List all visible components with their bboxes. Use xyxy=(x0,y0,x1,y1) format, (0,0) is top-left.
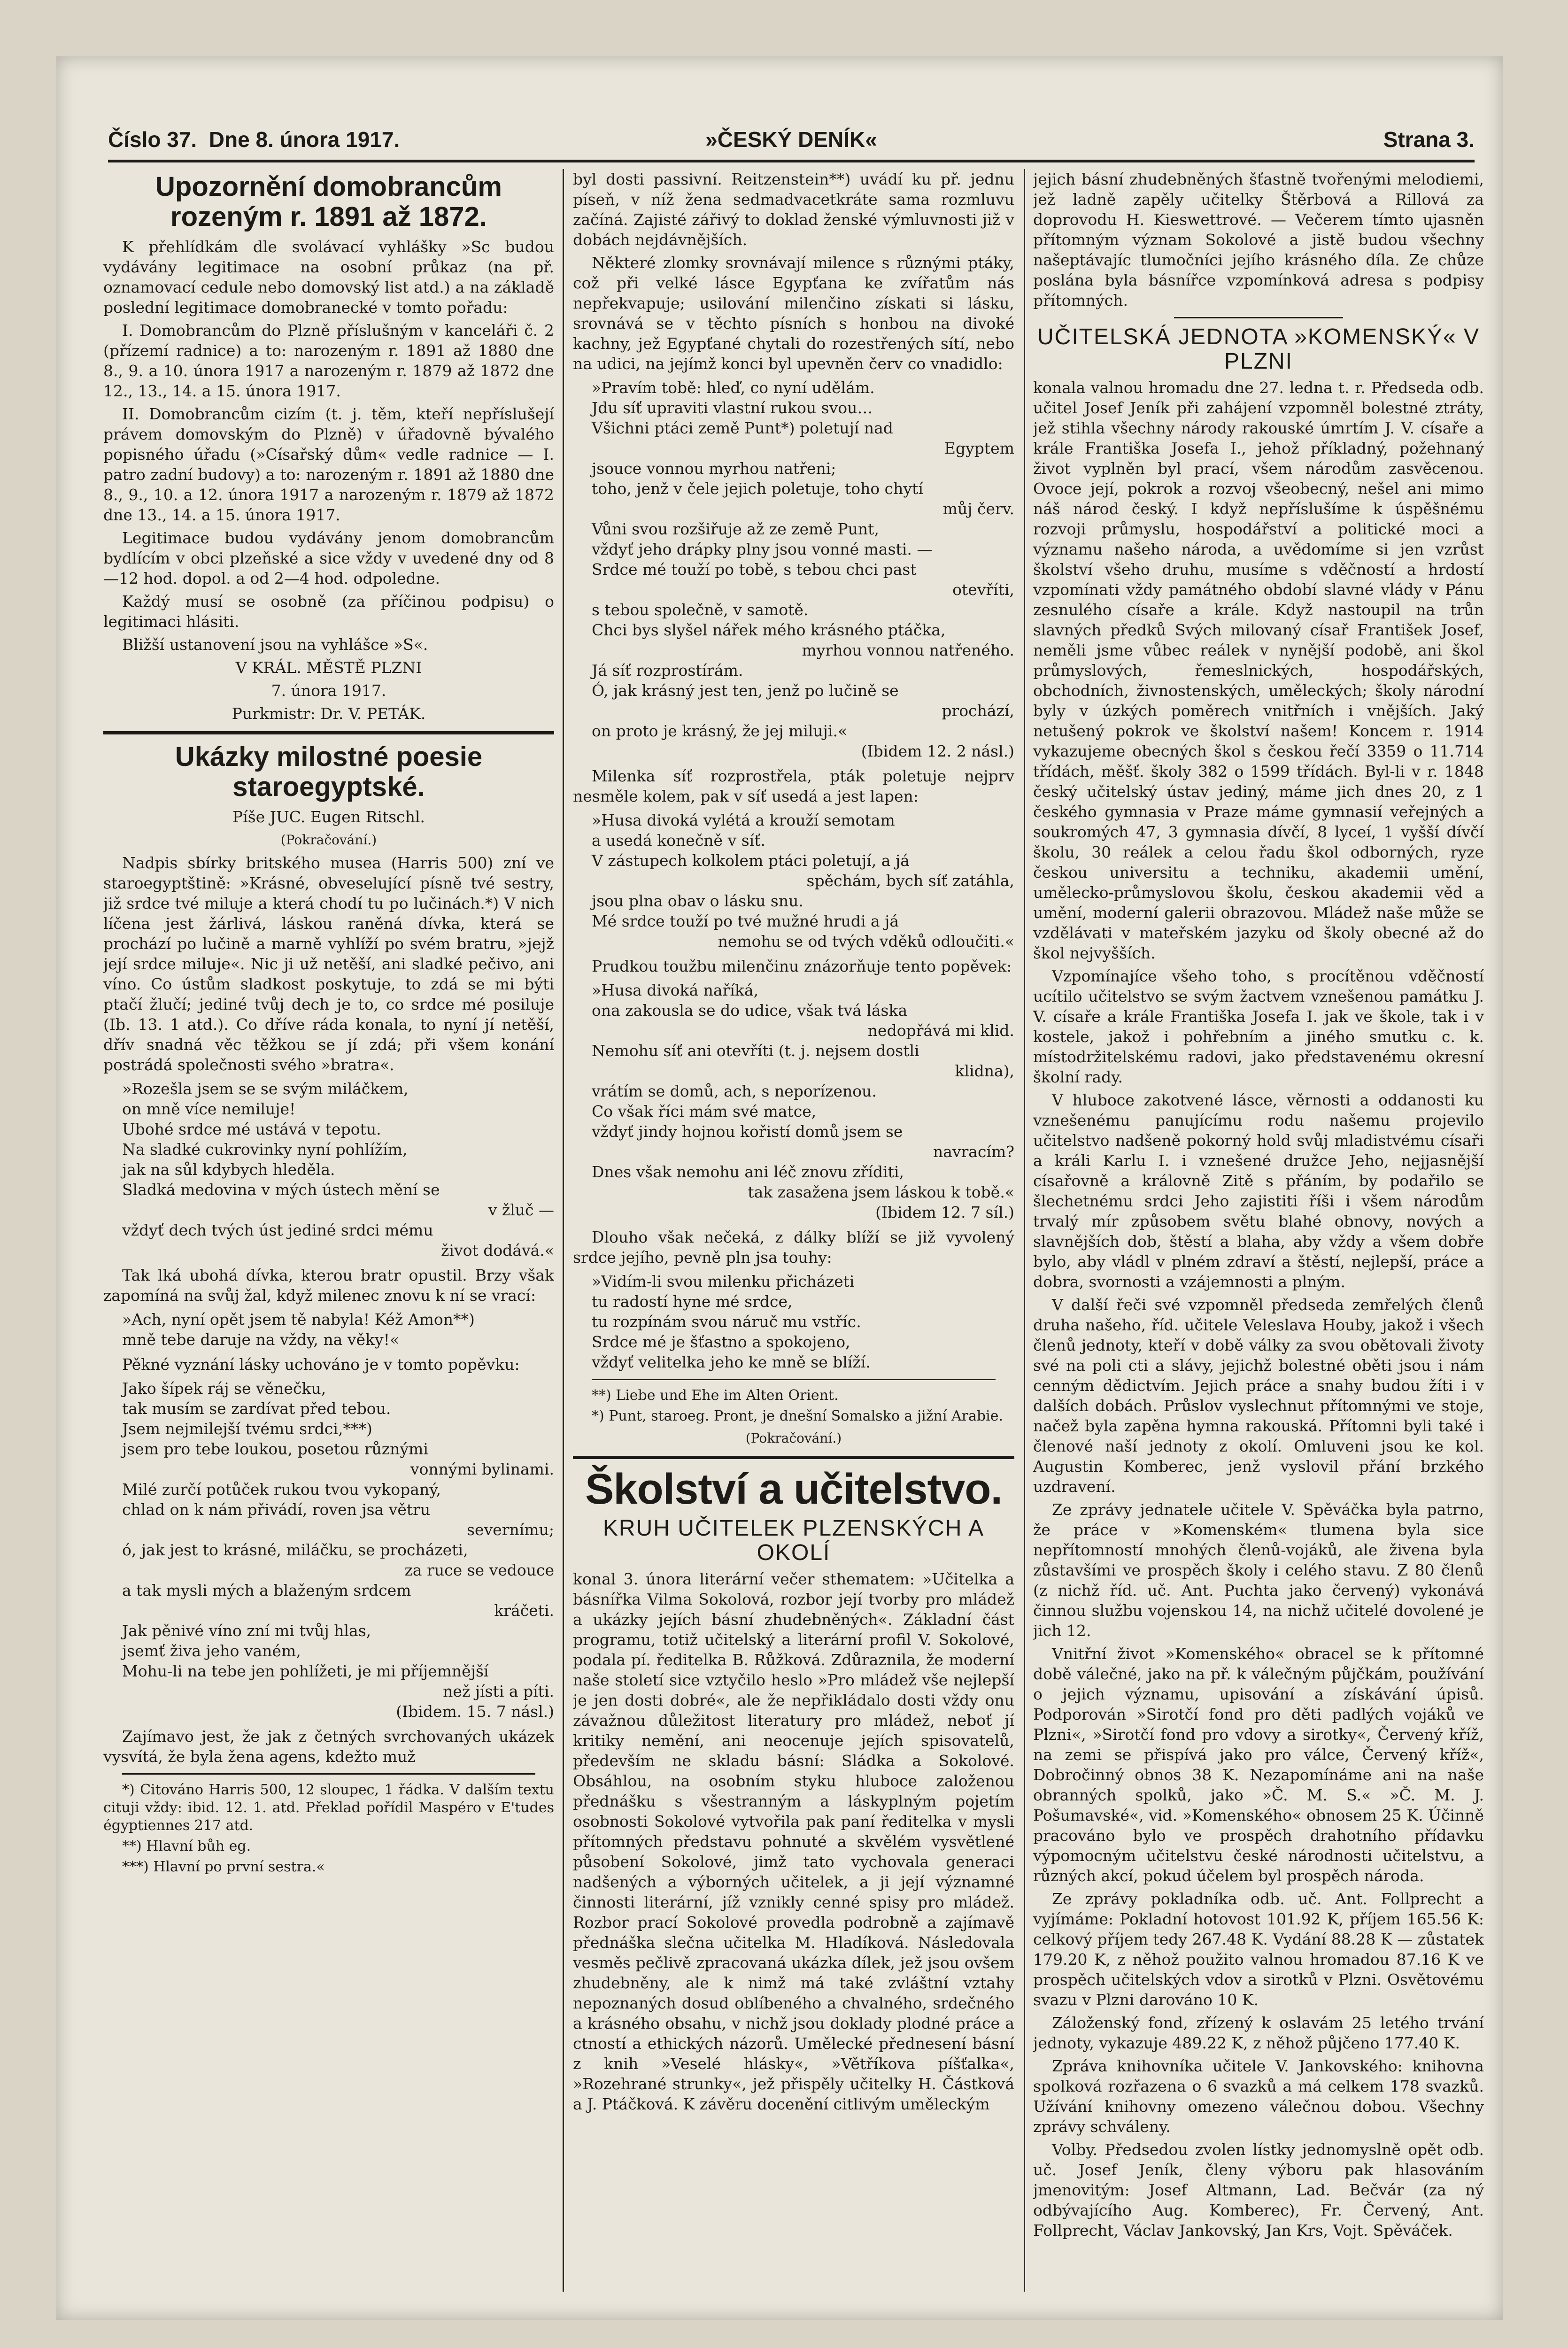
notice-paragraph: Bližší ustanovení jsou na vyhlášce »S«. xyxy=(122,635,428,654)
poem-block xyxy=(122,1309,554,1350)
poem-line: Mohu-li na tebe jen pohlížeti, je mi příjemnější xyxy=(122,1662,489,1680)
notice-paragraph: K přehlídkám dle svolávací vyhlášky »Sc budou vydávány legitimace na osobní průkaz (na př. oznamovací cedule nebo domovský list atd.) a na základě poslední legitimace domobranecké v tomto pořadu: xyxy=(103,238,554,317)
poem-line: ó, jak jest to krásné, miláčku, se procházeti, xyxy=(122,1541,468,1559)
poem-line: vrátím se domů, ach, s neporízenou. xyxy=(592,1082,877,1100)
newspaper-title: »ČESKÝ DENÍK« xyxy=(705,127,877,152)
poem-line: tu radostí hyne mé srdce, xyxy=(592,1292,793,1311)
poem-line: za ruce se vedouce xyxy=(404,1561,554,1579)
footnote: *) Citováno Harris 500, 12 sloupec, 1 řádka. V dalším textu cituji vždy: ibid. 12. 1. atd. Překlad pořídil Maspéro v E'tudes égyptiennes 217 atd. xyxy=(103,1782,554,1834)
article-paragraph: V další řeči své vzpomněl předseda zemřelých členů druha našeho, říd. učitele Veleslava Houby, jakož i všech členů jednoty, kteří v době války za svou obětovali životy své na poli cti a slávy, jejichž bolestné oběti jsou i nám cenným dědictvím. Jejich práce a snahy budou žíti i v dalších dobách. Průslov vyslechnut přítomnými ve stoje, načež byla zapěna hymna rakouská. Přítomni byli také i členové naší jednoty z okolí. Omluveni jsou ke kol. Augustin Komberec, jenž vyslovil přání brzkého uzdravení. xyxy=(1033,1296,1484,1496)
article-paragraph: Milenka síť rozprostřela, pták poletuje nejprv nesměle kolem, pak v síť usedá a jest lapen: xyxy=(573,767,1014,805)
poem-line: Vůni svou rozšiřuje až ze země Punt, xyxy=(592,520,879,538)
footnote: *) Punt, staroeg. Pront, je dnešní Somalsko a jižní Arabie. xyxy=(592,1408,1003,1424)
poem-line: můj červ. xyxy=(942,500,1014,518)
poem-line: jsemť živa jeho vaném, xyxy=(122,1642,301,1660)
poem-line: klidna), xyxy=(955,1062,1014,1080)
poem-line: kráčeti. xyxy=(494,1601,554,1620)
article-paragraph: Nadpis sbírky britského musea (Harris 500) zní ve staroegyptštině: »Krásné, obveselující písně tvé sestry, již srdce tvé miluje a která chodí tu po lučinách.*) V nich líčena jest žárlivá, láskou raněná dívka, která se prochází po lučině a marně vyhlíží po svém bratru, »jejž její srdce miluje«. Nic ji už netěší, ani sladké pečivo, ani víno. Co ústům sladkost poskytuje, to zdá se mi býti ptačí žlučí; jediné tvůj dech je to, co srdce mé posiluje (Ib. 13. 1 atd.). Co dříve ráda konala, to nyní jí netěší, dřív snadná věc těžkou se jí zdá; při všem konání postrádá společnosti svého »bratra«. xyxy=(103,854,554,1074)
poem-line: a usedá konečně v síť. xyxy=(592,831,765,850)
poem-block xyxy=(592,810,1014,951)
poem-block xyxy=(592,1271,1014,1372)
poem-line: jsem pro tebe loukou, posetou různými xyxy=(122,1440,428,1458)
poem-line: Ubohé srdce mé ustává v tepotu. xyxy=(122,1120,381,1138)
poem-line: toho, jenž v čele jejich poletuje, toho chytí xyxy=(592,479,923,498)
notice-item-1: I. Domobrancům do Plzně příslušným v kanceláři č. 2 (přízemí radnice) a to: narozeným r. 1891 až 1880 dne 8., 9. a 10. února 1917 a narozeným r. 1879 až 1872 dne 12., 13., 14. a 15. února 1917. xyxy=(103,321,554,400)
poem-block xyxy=(122,1378,554,1722)
poem-line: vždyť jindy hojnou kořistí domů jsem se xyxy=(592,1122,903,1141)
poem-line: ona zakousla se do udice, však tvá láska xyxy=(592,1001,908,1020)
poem-line: Srdce mé touží po tobě, s tebou chci past xyxy=(592,560,917,579)
poem-line: nedopřává mi klid. xyxy=(867,1021,1014,1040)
article-author: Píše JUC. Eugen Ritschl. xyxy=(232,808,425,826)
section-divider xyxy=(573,1456,1014,1459)
footnote: ***) Hlavní po první sestra.« xyxy=(122,1859,325,1875)
poem-line: Jdu síť upraviti vlastní rukou svou… xyxy=(592,399,873,417)
footnote-divider xyxy=(592,1379,996,1380)
poem-line: Jak pěnivé víno zní mi tvůj hlas, xyxy=(122,1622,371,1640)
poem-block xyxy=(122,1079,554,1260)
poem-line: Já síť rozprostírám. xyxy=(592,661,743,680)
notice-item-2: II. Domobrancům cizím (t. j. těm, kteří nepříslušejí právem domovským do Plzně) v úřadovně bývalého popisného úřadu (»Císařský dům« vedle radnice — I. patro zadní budovy) a to: narozeným r. 1891 až 1880 dne 8., 9., 10. a 12. února 1917 a narozeným r. 1879 až 1872 dne 13., 14. a 15. února 1917. xyxy=(103,405,554,524)
notice-paragraph: Každý musí se osobně (za příčinou podpisu) o legitimaci hlásiti. xyxy=(103,592,554,631)
article-paragraph: V hluboce zakotvené lásce, věrnosti a oddanosti ku vznešenému panujícímu rodu našemu projevilo učitelstvo nadšeně pokorný hold svůj mladistvému císaři a králi Karlu I. i vznešené družce Jeho, nejjasnější císařovně a královně Zitě s přáním, by podařilo se šlechetnému srdci Jeho zajistiti říši i všem národům trvalý mír způsobem světu blahé obnovy, nových a slavnějších dob, štěstí a blaha, aby vždy a všem dobře bylo, aby vládl v plném zdraví a štěstí, nejlepší, práce a dobra, svornosti a vzájemnosti a plným. xyxy=(1033,1091,1484,1291)
poem-line: než jísti a píti. xyxy=(443,1682,554,1700)
poem-line: Srdce mé je šťastno a spokojeno, xyxy=(592,1333,850,1351)
poem-line: tak musím se zardívat před tebou. xyxy=(122,1399,391,1418)
column-3 xyxy=(1033,169,1484,2292)
poem-line: Mé srdce touží po tvé mužné hrudi a já xyxy=(592,912,899,930)
poem-citation: (Ibidem 12. 2 násl.) xyxy=(861,742,1014,760)
poem-line: Jsem nejmilejší tvému srdci,***) xyxy=(122,1420,372,1438)
poem-line: myrhou vonnou natřeného. xyxy=(802,641,1014,659)
article-paragraph: Dlouho však nečeká, z dálky blíží se již vyvolený srdce jejího, pevně pln jsa touhy: xyxy=(573,1228,1014,1267)
article-paragraph: Některé zlomky srovnávají milence s různými ptáky, což při velké lásce Egypťana ke zvířatům nás nepřekvapuje; usilování milenčino získati si lásku, srovnává se v těchto písních s honbou na divoké kachny, jež Egypťané chytali do rozestřených sítí, nebo na udici, na jejímž konci byl upevněn červ co vnadidlo: xyxy=(573,254,1014,373)
poem-line: Sladká medovina v mých ústech mění se xyxy=(122,1181,440,1199)
poem-line: spěchám, bych síť zatáhla, xyxy=(806,872,1014,890)
column-rule xyxy=(1024,169,1025,2292)
poem-line: Milé zurčí potůček rukou tvou vykopaný, xyxy=(122,1480,441,1498)
notice-signature-mayor: Purkmistr: Dr. V. PETÁK. xyxy=(232,704,426,723)
poem-line: on mně více nemiluje! xyxy=(122,1100,296,1118)
poem-line: Nemohu síť ani otevříti (t. j. nejsem dostli xyxy=(592,1042,919,1060)
article-paragraph: Volby. Předsedou zvolen lístky jednomyslně opět odb. uč. Josef Jeník, členy výboru pak hlasováním jmenovitým: Josef Altmann, Lad. Bečvár (za ný odbývajícího Aug. Komberec), Fr. Červený, Ant. Follprecht, Václav Jankovský, Jan Krs, Vojt. Spěváček. xyxy=(1033,2140,1484,2240)
page-number: Strana 3. xyxy=(1383,127,1475,152)
poem-line: otevříti, xyxy=(952,580,1014,599)
column-1 xyxy=(103,169,554,2292)
footnote-divider xyxy=(122,1773,535,1775)
poem-line: chlad on k nám přivádí, roven jsa větru xyxy=(122,1500,431,1519)
masthead xyxy=(108,117,1475,162)
poem-line: v žluč — xyxy=(488,1201,554,1219)
poem-block xyxy=(592,378,1014,761)
poem-line: jsou plna obav o lásku snu. xyxy=(592,892,803,910)
poem-line: Jako šípek ráj se věnečku, xyxy=(122,1379,326,1398)
article-paragraph: konal 3. února literární večer sthematem: »Učitelka a básnířka Vilma Sokolová, rozbor její tvorby pro mládež a ukázky jejích básní zhudebněných«. Základní část programu, totiž učitelský a literární profil V. Sokolové, podala pí. ředitelka B. Růžková. Zdůraznila, že moderní naše století sice vztyčilo heslo »Pro mládež vše nejlepší je jen dosti dobré«, ale že nepřikládalo dosti vždy onu závažnou důležitost literatury pro mládež, neboť jí kritiky nemění, ani neocenuje jejích spisovatelů, především ne skladu básní: Sládka a Sokolové. Obsáhlou, na osobním styku hluboce založenou přednášku s všestranným a láskyplným pojetím osobnosti Sokolové vytvořila pak paní ředitelka v mysli přítomných představu pohnuté a skvělém vysvětlené působení Sokolové, jimž tato vychovala generaci nadšených a výborných učitelek, a ji její významné činnosti literární, jíž vznikly cenné spisy pro mládež. Rozbor prací Sokolové provedla podrobně a zajímavě přednáška slečna učitelka M. Hladíková. Následovala vesměs pečlivě zpracovaná ukázka dílek, jež jsou ovšem zhudebněny, ale k nimž má také zvláštní vztahy nepoznaných dosud oblíbeného a chvalného, srdečného a krásného obsahu, v nichž jsou doklady plodné práce a ctností a ethických názorů. Umělecké přednesení básní z knih »Veselé hlásky«, »Větříkova píšťalka«, »Rozehrané strunky«, jež přispěly učitelky H. Částková a J. Ptáčková. K závěru docenění citlivým uměleckým xyxy=(573,1570,1014,2113)
notice-signature-date: 7. února 1917. xyxy=(271,681,386,700)
footnote: **) Hlavní bůh eg. xyxy=(122,1838,251,1854)
article-paragraph: Zpráva knihovníka učitele V. Jankovského: knihovna spolková rozřazena o 6 svazků a má celkem 178 svazků. Užívání knihovny omezeno válečnou dobou. Všechny zprávy schváleny. xyxy=(1033,2057,1484,2136)
poem-line: a tak mysli mých a blaženým srdcem xyxy=(122,1581,411,1599)
poem-line: s tebou společně, v samotě. xyxy=(592,601,809,619)
poem-line: jak na sůl kdybych hleděla. xyxy=(122,1160,335,1179)
notice-signature-place: V KRÁL. MĚSTĚ PLZNI xyxy=(235,658,422,677)
poem-line: vždyť jeho drápky plny jsou vonné masti. — xyxy=(592,540,933,558)
article-paragraph: Tak lká ubohá dívka, kterou bratr opustil. Brzy však zapomíná na svůj žal, když milenec znovu k ní se vrací: xyxy=(103,1266,554,1305)
poem-line: mně tebe daruje na vždy, na věky!« xyxy=(122,1330,400,1349)
article-paragraph: Záloženský fond, zřízený k oslavám 25 letého trvání jednoty, vykazuje 489.22 K, z něhož půjčeno 177.40 K. xyxy=(1033,2014,1484,2052)
poem-line: Egyptem xyxy=(944,439,1014,457)
notice-paragraph: Legitimace budou vydávány jenom domobrancům bydlícím v obci plzeňské a sice vždy v uvedené dny od 8—12 hod. dopol. a od 2—4 hod. odpoledne. xyxy=(103,529,554,587)
poem-line: nemohu se od tvých vděků odloučiti.« xyxy=(718,932,1014,950)
poem-line: vždyť dech tvých úst jediné srdci mému xyxy=(122,1221,433,1239)
poem-line: »Pravím tobě: hleď, co nyní udělám. xyxy=(592,378,875,397)
issue-date: Dne 8. února 1917. xyxy=(209,127,400,152)
section-headline: Školství a učitelstvo. xyxy=(585,1465,1003,1513)
section-divider xyxy=(103,731,554,734)
article-headline: Ukázky milostné poesie staroegyptské. xyxy=(175,741,483,802)
poem-block xyxy=(592,980,1014,1222)
poem-line: Chci bys slyšel nářek mého krásného ptáčka, xyxy=(592,621,946,639)
article-paragraph: byl dosti passivní. Reitzenstein**) uvádí ku př. jednu píseň, v níž žena sedmadvacetkráte sama rozmluvu začíná. Zajisté zářivý to doklad ženské výmluvnosti již v dobách nejdávnějších. xyxy=(573,170,1014,249)
poem-line: V zástupech kolkolem ptáci poletují, a já xyxy=(592,851,910,870)
poem-line: prochází, xyxy=(942,702,1014,720)
poem-citation: (Ibidem 12. 7 síl.) xyxy=(875,1203,1014,1221)
poem-line: »Ach, nyní opět jsem tě nabyla! Kéž Amon**) xyxy=(122,1310,475,1328)
subsection-headline: UČITELSKÁ JEDNOTA »KOMENSKÝ« V PLZNI xyxy=(1037,324,1480,374)
article-paragraph: Zajímavo jest, že jak z četných svrchovaných ukázek vysvítá, že byla žena agens, kdežto muž xyxy=(103,1727,554,1766)
article-paragraph: Ze zprávy pokladníka odb. uč. Ant. Follprecht a vyjímáme: Pokladní hotovost 101.92 K, příjem 165.56 K: celkový příjem tedy 267.48 K. Vydání 88.28 K — zůstatek 179.20 K, z něhož použito valnou hromadou 87.16 K ve prospěch učitelských vdov a sirotků v Plzni. Osvětovému svazu v Plzni darováno 10 K. xyxy=(1033,1890,1484,2009)
poem-line: Všichni ptáci země Punt*) poletují nad xyxy=(592,419,893,437)
poem-line: severnímu; xyxy=(467,1521,554,1539)
poem-line: vonnými bylinami. xyxy=(410,1460,554,1478)
subsection-headline: KRUH UČITELEK PLZENSKÝCH A OKOLÍ xyxy=(602,1516,985,1565)
article-paragraph: Pěkné vyznání lásky uchováno je v tomto popěvku: xyxy=(122,1355,520,1374)
poem-line: »Rozešla jsem se se svým miláčkem, xyxy=(122,1080,409,1098)
poem-line: Dnes však nemohu ani léč znovu zříditi, xyxy=(592,1163,904,1181)
article-paragraph: jejich básní zhudebněných šťastně tvořenými melodiemi, jež ladně zapěly učitelky Štěrbová a Rillová za doprovodu H. Kieswettrové. — Večerem tímto ujasněn přítomným význam Sokolové a jistě budou všechny našeptávajíc tlumočníci jejího krásného díla. Ze chůze poslána byla básnířce vzpomínková adresa s podpisy přítomných. xyxy=(1033,170,1484,309)
poem-line: Ó, jak krásný jest ten, jenž po lučině se xyxy=(592,681,899,700)
poem-line: život dodává.« xyxy=(441,1241,554,1259)
poem-line: »Husa divoká vylétá a krouží semotam xyxy=(592,811,895,829)
article-paragraph: Ze zprávy jednatele učitele V. Spěváčka byla patrno, že práce v »Komenském« tlumena byla sice nepřítomností mnohých členů-vojáků, ale živena byla zůstavšími ve prospěch školy i celého stavu. Z 80 členů (z nichž říd. uč. Ant. Puchta jako červený) vykonává činnou službu vojenskou 14, na nichž učitelé dovolené je jich 12. xyxy=(1033,1500,1484,1640)
poem-line: vždyť velitelka jeho ke mně se blíží. xyxy=(592,1353,871,1371)
column-2 xyxy=(573,169,1014,2292)
poem-line: tak zasažena jsem láskou k tobě.« xyxy=(748,1183,1014,1201)
poem-line: navracím? xyxy=(933,1143,1014,1161)
issue-number: Číslo 37. xyxy=(108,127,197,152)
notice-headline: Upozornění domobrancům rozeným r. 1891 až 1872. xyxy=(155,171,502,232)
article-paragraph: Prudkou toužbu milenčinu znázorňuje tento popěvek: xyxy=(592,957,1012,975)
poem-line: »Vidím-li svou milenku přicházeti xyxy=(592,1272,855,1290)
article-continuation: (Pokračování.) xyxy=(745,1430,842,1446)
poem-line: jsouce vonnou myrhou natřeni; xyxy=(592,459,836,478)
article-continuation: (Pokračování.) xyxy=(280,832,377,848)
poem-line: Co však říci mám své matce, xyxy=(592,1102,817,1120)
column-rule xyxy=(563,169,564,2292)
article-paragraph: konala valnou hromadu dne 27. ledna t. r. Předseda odb. učitel Josef Jeník při zahájení vzpomněl bolestné ztráty, jež stihla všechny národy rakouské úmrtím J. V. císaře a krále Františka Josefa I., jehož příkladný, požehnaný život vyplněn byl prací, všem národům zasvěcenou. Ovoce její, pokrok a rozvoj všeobecný, nešel ani mimo náš národ český. I když nepříslušíme k úspěšnému rozvoji průmyslu, hospodářství a politické moci a významu našeho národa, a uvědomíme si jen vzrůst školství všeho druhu, musíme s vděčností a hrdostí vzpomínati vždy památného období slavné vlády v Pánu zesnulého císaře a krále. Když nastoupil na trůn slavných předků Svých milovaný císař František Josef, neměli jsme vůbec reálek v nynější podobě, ani škol průmyslových, řemeslnických, hospodářských, obchodních, živnostenských, uměleckých; školy národní byly v úzkých poměrech vnitřních i vnějších. Jaký netušený pokrok ve školství našem! Koncem r. 1914 vykazujeme obecných škol s českou řečí 3359 o 11.714 třídách, měšť. školy 382 o 1599 třídách. Byl-li v r. 1848 český učitelský ústav jediný, máme jich dnes 20, z 1 českého gymnasia v Praze máme gymnasií veřejných a soukromých 47, 3 gymnasia dívčí, 8 lyceí, 1 vyšší dívčí školu, 30 reálek a celou řadu škol odborných, ryze českou universitu a techniku, akademii umění, umělecko-průmyslovou školu, českou akademii věd a umění, moderní galerii obrazovou. Mládež naše může se vzdělávati v mateřském jazyku od školy obecné až do škol nejvyšších. xyxy=(1033,378,1484,962)
newspaper-page xyxy=(56,56,1503,2320)
poem-line: on proto je krásný, že jej miluji.« xyxy=(592,722,848,740)
poem-citation: (Ibidem. 15. 7 násl.) xyxy=(396,1702,554,1721)
footnote: **) Liebe und Ehe im Alten Orient. xyxy=(592,1387,839,1404)
poem-line: »Husa divoká naříká, xyxy=(592,981,759,999)
article-paragraph: Vzpomínajíce všeho toho, s procítěnou vděčností ucítilo učitelstvo se svým žactvem vznešenou památku J. V. císaře a krále Františka Josefa I. jak ve škole, tak i v kostele, jakož i pohřebním a jiného smutku c. k. místodržitelskému radovi, jako představenému okresní školní rady. xyxy=(1033,967,1484,1086)
short-divider xyxy=(1174,317,1343,318)
article-paragraph: Vnitřní život »Komenského« obracel se k přítomné době válečné, jako na př. k válečným půjčkám, používání o jejich významu, upisování a získávání úpisů. Podporován »Sirotčí fond pro děti padlých vojáků ve Plzni«, »Sirotčí fond pro vdovy a sirotky«, Červený kříž, na zemi se přispívá jako pro válce, Červený kříž«, Dobročinný obnos 38 K. Nezapomínáme ani na naše obranných spolků, jako »Č. M. S.« »Č. M. J. Pošumavské«, vid. »Komenského« obnosem 25 K. Účinně pracováno bylo ve prospěch drahotního přídavku výpomocným učitelstvu české národnosti učitelstvu, a různých akcí, pokud účelem byl prospěch národa. xyxy=(1033,1645,1484,1885)
poem-line: tu rozpínám svou náruč mu vstříc. xyxy=(592,1313,861,1331)
poem-line: Na sladké cukrovinky nyní pohlížím, xyxy=(122,1140,408,1159)
